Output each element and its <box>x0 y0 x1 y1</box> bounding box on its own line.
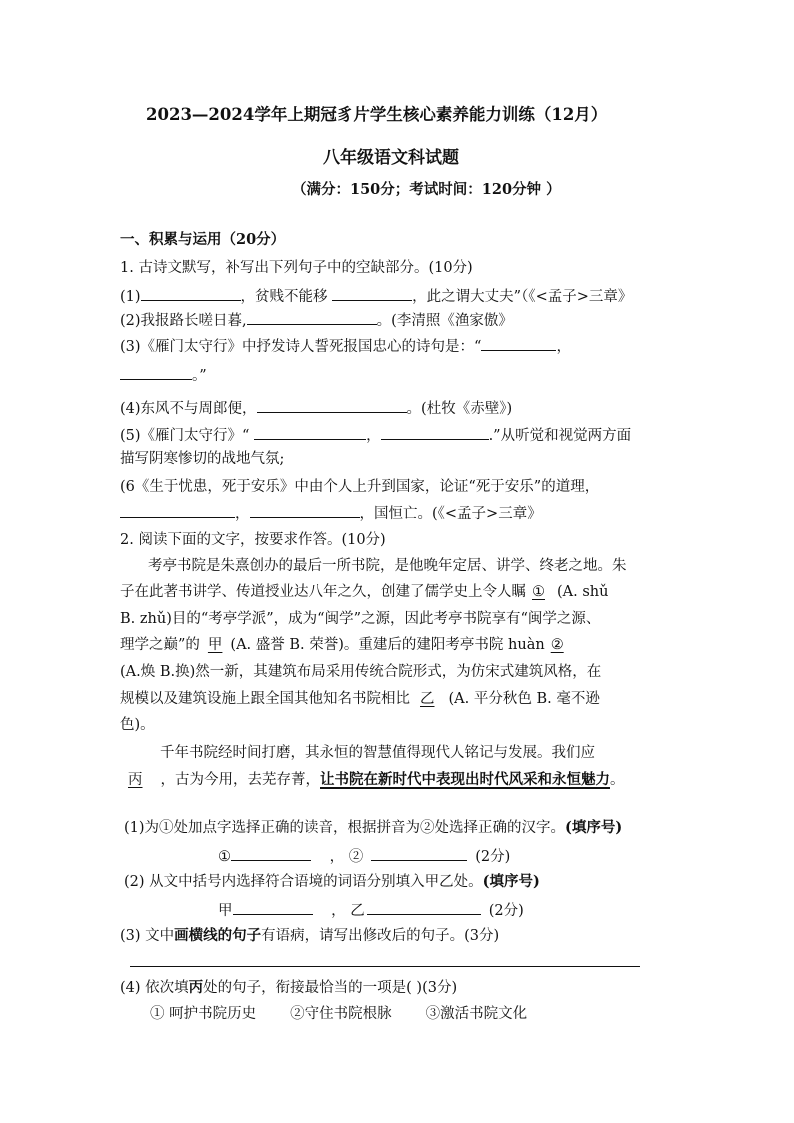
passage-line: 千年书院经时间打磨，其永恒的智慧值得现代人铭记与发展。我们应 <box>160 745 595 761</box>
blank-mark-bing: 丙 <box>128 772 143 788</box>
q1-item-5-text: (5)《雁门太守行》“ <box>120 428 255 444</box>
passage-text: ，古为今用，去芜存菁， <box>160 772 320 788</box>
subq-1-text: (1)为①处加点字选择正确的读音，根据拼音为②处选择正确的汉字。 <box>124 820 566 836</box>
answer-blank[interactable] <box>367 899 481 915</box>
answer-blank[interactable] <box>120 364 192 380</box>
passage-text: 子在此著书讲学、传道授业达八年之久，创建了儒学史上令人瞩 <box>120 584 526 600</box>
q1-item-4-tail: 。(杜牧《赤壁》) <box>406 401 513 417</box>
passage-line: B. zhǔ)目的“考亭学派”，成为“闽学”之源，因此考亭书院享有“闽学之源、 <box>120 611 601 627</box>
subq-4-text: (4) 依次填 <box>120 980 189 996</box>
subq-2 <box>124 872 540 892</box>
q1-item-1-text: ，贫贱不能移 <box>240 289 333 305</box>
subq-2-note: (填序号) <box>482 873 540 890</box>
passage-text: 规模以及建筑设施上跟全国其他知名书院相比 <box>120 691 410 707</box>
answer-blank[interactable] <box>247 309 377 325</box>
blank-mark-2: ② <box>550 637 564 653</box>
q1-stem: 1. 古诗文默写，补写出下列句子中的空缺部分。(10分) <box>120 260 473 276</box>
answer-blank[interactable] <box>371 845 467 861</box>
answer-blank[interactable] <box>233 899 313 915</box>
passage-line: 考亭书院是朱熹创办的最后一所书院，是他晚年定居、讲学、终老之地。朱 <box>148 558 627 574</box>
q2-stem: 2. 阅读下面的文字，按要求作答。(10分) <box>120 532 386 548</box>
blank-mark-1: ① <box>532 584 545 600</box>
subq-4-tail: 处的句子，衔接最恰当的一项是( )(3分) <box>203 980 458 996</box>
answer-label-2: ， ② <box>325 849 364 865</box>
q1-item-1 <box>120 285 632 307</box>
subq-3-emph: 画横线的句子 <box>174 927 262 944</box>
q1-item-2-text: (2)我报路长嗟日暮, <box>120 313 247 329</box>
passage-line <box>120 689 600 709</box>
answer-label-jia: 甲 <box>218 903 233 919</box>
q1-item-6-cont <box>120 502 542 524</box>
q1-item-5-tail: .”从听觉和视觉两方面 <box>488 428 632 444</box>
q1-item-1-tail: ，此之谓大丈夫”（《<孟子>三章》 <box>412 289 633 305</box>
passage-text: (A. 平分秋色 B. 毫不逊 <box>448 691 600 707</box>
subq-3-tail: 有语病，请写出修改后的句子。(3分) <box>261 928 500 944</box>
answer-blank[interactable] <box>381 424 489 440</box>
score-info: （满分：150分；考试时间：120分钟 ） <box>292 181 561 198</box>
q1-item-5-cont: 描写阴寒惨切的战地气氛; <box>120 451 285 467</box>
passage-line <box>128 770 625 790</box>
blank-mark-yi: 乙 <box>420 691 435 707</box>
q1-item-2 <box>120 309 513 331</box>
score-label: (2分) <box>475 849 511 865</box>
q1-item-3 <box>120 335 571 357</box>
q1-item-6-tail: ，国恒亡。(《<孟子>三章》 <box>359 506 542 522</box>
option-2: ②守住书院根脉 <box>290 1006 392 1022</box>
q1-item-3-sep: ， <box>556 339 571 355</box>
subq-1-answer <box>218 845 510 867</box>
answer-blank[interactable] <box>120 502 235 518</box>
q1-item-5 <box>120 424 631 446</box>
passage-text: 理学之巅”的 <box>120 637 200 653</box>
q1-item-1-label: (1) <box>120 289 141 305</box>
q1-item-2-tail: 。(李清照《渔家傲》 <box>376 313 513 329</box>
score-label: (2分) <box>488 903 524 919</box>
subq-3 <box>120 926 499 946</box>
q1-item-4 <box>120 397 512 419</box>
passage-text: (A. 盛誉 B. 荣誉)。重建后的建阳考亭书院 huàn <box>230 637 545 653</box>
subq-2-answer <box>218 899 524 921</box>
subq-2-text: (2) 从文中括号内选择符合语境的词语分别填入甲乙处。 <box>124 874 483 890</box>
passage-line: 色)。 <box>120 717 155 733</box>
subq-1-note: (填序号) <box>565 819 623 836</box>
q1-item-3-cont <box>120 364 207 386</box>
answer-blank[interactable] <box>141 285 241 301</box>
answer-blank[interactable] <box>254 424 366 440</box>
answer-blank[interactable] <box>481 335 556 351</box>
answer-blank[interactable] <box>257 397 407 413</box>
option-1: ① 呵护书院历史 <box>150 1006 257 1022</box>
passage-line <box>120 635 570 655</box>
blank-mark-jia: 甲 <box>207 637 223 653</box>
q1-item-3-text: (3)《雁门太守行》中抒发诗人誓死报国忠心的诗句是：“ <box>120 339 482 355</box>
subq-3-text: (3) 文中 <box>120 928 175 944</box>
exam-subtitle: 八年级语文科试题 <box>323 148 459 168</box>
passage-text: (A. shǔ <box>557 584 609 600</box>
q1-item-3-tail: 。” <box>192 368 207 384</box>
q1-item-5-sep: ， <box>366 428 381 444</box>
subq-1 <box>124 818 622 838</box>
section-heading: 一、积累与运用（20分） <box>120 231 286 248</box>
passage-line <box>120 582 608 602</box>
q1-item-6: (6《生于忧患，死于安乐》中由个人上升到国家，论证“死于安乐”的道理， <box>120 479 600 495</box>
underlined-sentence: 让书院在新时代中表现出时代风采和永恒魅力 <box>320 771 610 788</box>
passage-text: 。 <box>610 772 625 788</box>
q1-item-6-sep: ， <box>235 506 250 522</box>
answer-label-yi: ， 乙 <box>326 903 365 919</box>
exam-title: 2023—2024学年上期冠豸片学生核心素养能力训练（12月） <box>146 105 608 124</box>
subq-4-emph: 丙 <box>188 979 204 996</box>
answer-line[interactable] <box>130 966 640 967</box>
answer-blank[interactable] <box>231 845 311 861</box>
answer-label-1: ① <box>218 849 231 865</box>
option-3: ③激活书院文化 <box>425 1006 528 1022</box>
answer-blank[interactable] <box>250 502 360 518</box>
answer-blank[interactable] <box>332 285 412 301</box>
subq-4 <box>120 978 457 998</box>
q1-item-4-text: (4)东风不与周郎便， <box>120 401 257 417</box>
passage-line: (A.焕 B.换)然一新，其建筑布局采用传统合院形式，为仿宋式建筑风格，在 <box>120 664 602 680</box>
subq-4-options <box>150 1004 527 1024</box>
